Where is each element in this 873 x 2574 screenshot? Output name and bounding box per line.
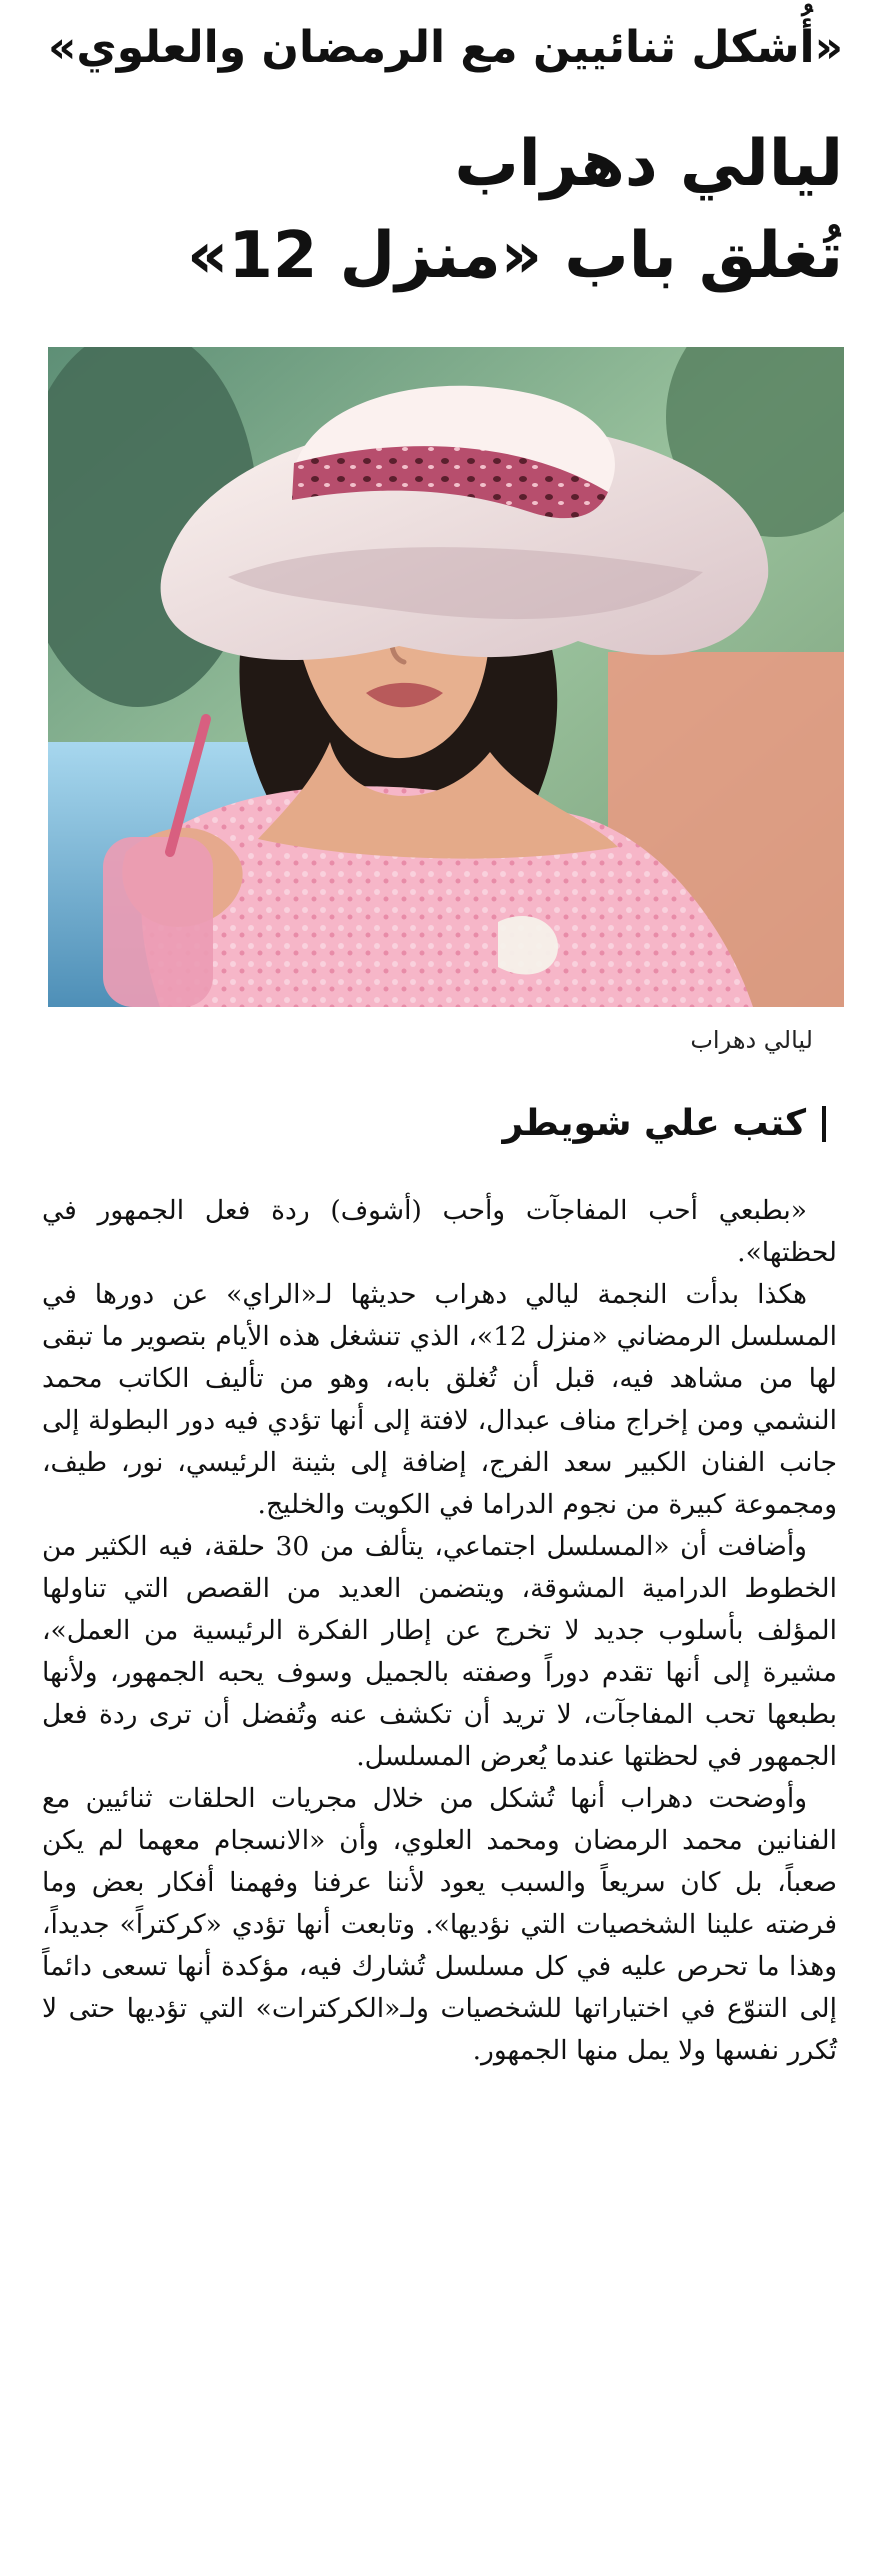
paragraph-2: هكذا بدأت النجمة ليالي دهراب حديثها لـ«الراي» عن دورها في المسلسل الرمضاني «منزل 12»، الذي تنشغل هذه الأيام بتصوير ما تبقى لها من مشاهد فيه، قبل أن تُغلق بابه، وهو من تأليف الكاتب محمد النشمي ومن إخراج مناف عبدال، لافتة إلى أنها تؤدي فيه دور البطولة إلى جانب الفنان الكبير سعد الفرج، إضافة إلى بثينة الرئيسي، نور، طيف، ومجموعة كبيرة من نجوم الدراما في الكويت والخليج. <box>42 1279 838 1520</box>
photo-caption: ليالي دهراب <box>690 1026 813 1054</box>
paragraph-4: وأوضحت دهراب أنها تُشكل من خلال مجريات الحلقات ثنائيين مع الفنانين محمد الرمضان ومحمد العلوي، وأن «الانسجام معهما لم يكن صعباً، بل كان سريعاً والسبب يعود لأننا عرفنا وفهمنا أفكار بعض وما فرضته علينا الشخصيات التي نؤديها». وتابعت أنها تؤدي «كركتراً» جديداً، وهذا ما تحرص عليه في كل مسلسل تُشارك فيه، مؤكدة أنها تسعى دائماً إلى التنوّع في اختياراتها للشخصيات ولـ«الكركترات» التي تؤديها حتى لا تُكرر نفسها ولا يمل منها الجمهور. <box>42 1783 837 2066</box>
pink-drink-glass <box>103 837 213 1007</box>
article-body <box>42 1190 837 2072</box>
article-byline <box>503 1098 826 1150</box>
headline-line-2: تُغلق باب «منزل 12» <box>186 219 843 293</box>
article-kicker: «أُشكل ثنائيين مع الرمضان والعلوي» <box>48 22 843 73</box>
article-photo <box>48 347 844 1007</box>
headline-line-1: ليالي دهراب <box>454 127 843 201</box>
article-headline <box>30 118 843 302</box>
byline-bar <box>822 1106 826 1142</box>
paragraph-1: «بطبعي أحب المفاجآت وأحب (أشوف) ردة فعل الجمهور في لحظتها». <box>42 1195 837 1268</box>
portrait-photo-illustration <box>48 347 844 1007</box>
byline-text: كتب علي شويطر <box>502 1103 806 1144</box>
paragraph-3: وأضافت أن «المسلسل اجتماعي، يتألف من 30 حلقة، فيه الكثير من الخطوط الدرامية المشوقة، ويتضمن العديد من القصص التي تناولها المؤلف بأسلوب جديد لا تخرج عن إطار الفكرة الرئيسية من العمل»، مشيرة إلى أنها تقدم دوراً وصفته بالجميل وسوف يحبه الجمهور، ولأنها بطبعها تحب المفاجآت، لا تريد أن تكشف عنه وتُفضل أن ترى ردة فعل الجمهور في لحظتها عندما يُعرض المسلسل. <box>42 1531 837 1772</box>
